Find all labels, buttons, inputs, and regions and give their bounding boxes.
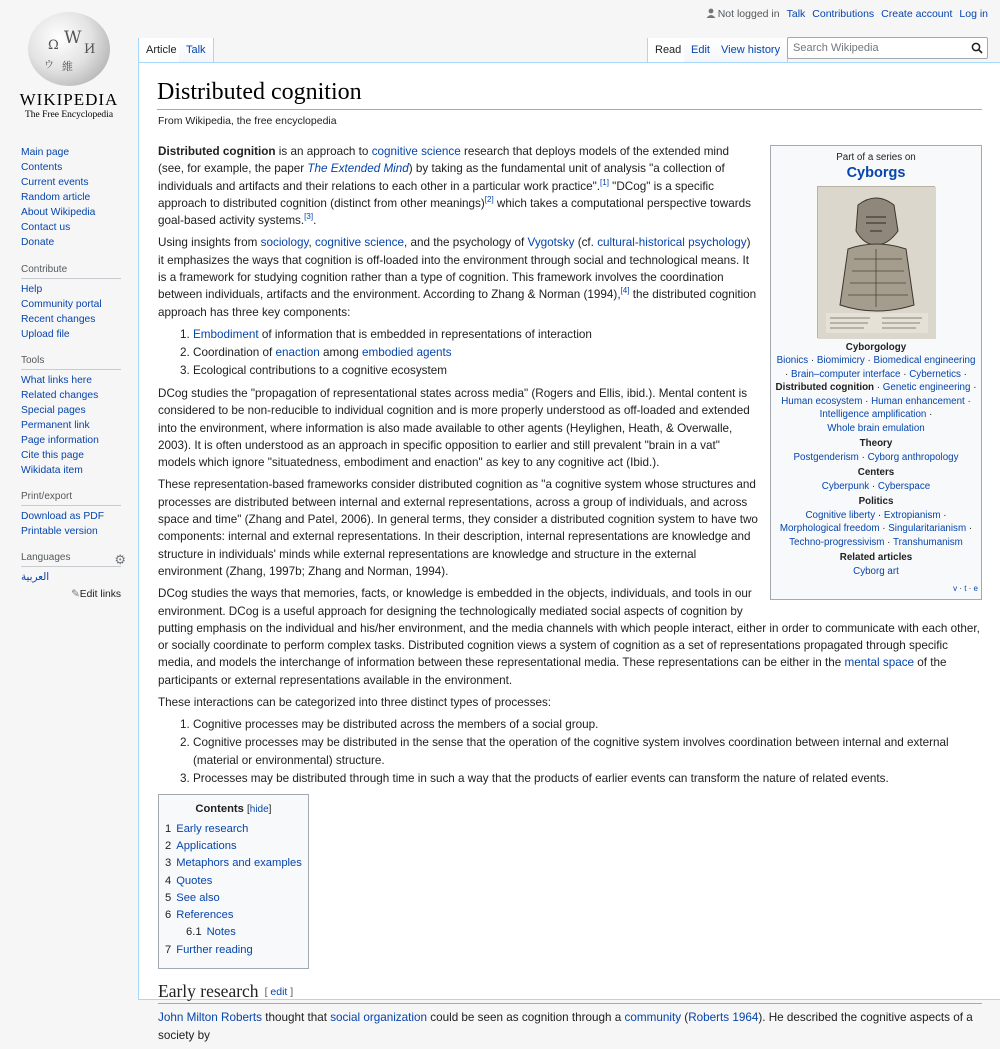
search-box xyxy=(787,37,988,59)
tab-history[interactable] xyxy=(714,38,788,63)
toc-link[interactable]: See also xyxy=(176,891,220,904)
text: thought that xyxy=(261,1011,331,1025)
link-mental-space[interactable]: mental space xyxy=(844,656,915,670)
toc-number: 2 xyxy=(165,839,172,852)
sidebar xyxy=(0,140,138,600)
toc-item[interactable] xyxy=(165,873,302,890)
search-icon[interactable] xyxy=(971,42,983,54)
infobox-link[interactable]: Intelligence amplification xyxy=(819,409,927,420)
list-item: 3. Processes may be distributed through time in such a way that the products of earlier events can transform the nature of related events. xyxy=(193,770,982,788)
infobox-link[interactable]: Singularitarianism xyxy=(888,523,967,534)
paragraph-dcog-ways xyxy=(158,585,982,689)
sidebar-tools xyxy=(21,355,121,478)
citation-2[interactable]: [2] xyxy=(484,194,494,204)
text: ) by taking as the fundamental unit of analysis "a collection of individuals and artifacts and their relations to each other in a particular work practice". xyxy=(158,162,725,193)
personal-tools xyxy=(706,8,988,20)
toc-number: 4 xyxy=(165,874,172,887)
infobox-link[interactable]: Biomimicry xyxy=(816,355,865,366)
infobox-list-politics: Cognitive liberty · Extropianism · Morphological freedom · Singularitarianism · Techno-progressivism · Transhumanism xyxy=(779,509,973,548)
tab-read-label: Read xyxy=(655,44,682,56)
main-content xyxy=(138,62,1000,1042)
tab-talk-label: Talk xyxy=(186,44,206,56)
text: , xyxy=(308,236,315,250)
infobox-link[interactable]: Cognitive liberty xyxy=(805,509,876,521)
text: DCog studies the ways that memories, facts, or knowledge is embedded in the objects, individuals, and tools in our environment. DCog is a useful approach for designing the technologically mediated social aspects of cognition by putting emphasis on the individual and his/her environment, and the media channels with which people interact, either in order to communicate with each other, or socially coordinate to perform complex tasks. Distributed cognition views a system of cognition as a set of representations propagated through specific media, and models the interchange of information between these representational media. These representations can be either in the xyxy=(158,587,980,670)
logo-tagline: The Free Encyclopedia xyxy=(24,110,114,120)
section-title: Early research xyxy=(158,980,259,1001)
list-item: 1. Cognitive processes may be distributed across the members of a social group. xyxy=(193,716,982,734)
sidebar-item-random-article[interactable]: Random article xyxy=(21,192,91,203)
tab-history-label: View history xyxy=(721,44,781,56)
infobox-list-theory: Postgenderism · Cyborg anthropology xyxy=(793,451,959,463)
link-enaction[interactable]: enaction xyxy=(275,345,320,359)
infobox-current-article: Distributed cognition xyxy=(775,382,875,393)
pencil-icon: ✎ xyxy=(71,589,80,600)
sidebar-heading-contribute: Contribute xyxy=(21,264,121,279)
create-account-link[interactable]: Create account xyxy=(881,8,953,20)
infobox-link[interactable]: Human ecosystem xyxy=(781,395,863,407)
text: the distributed cognition approach has three key components: xyxy=(158,288,757,319)
sidebar-item-recent-changes[interactable]: Recent changes xyxy=(21,314,96,325)
toc-link[interactable]: Applications xyxy=(176,839,237,852)
paragraph-interactions: These interactions can be categorized into three distinct types of processes: xyxy=(158,696,552,710)
link-john-milton-roberts[interactable]: John Milton Roberts xyxy=(158,1011,262,1025)
sidebar-item-current-events[interactable]: Current events xyxy=(21,177,89,188)
sidebar-item-about[interactable]: About Wikipedia xyxy=(21,207,96,218)
link-sociology[interactable]: sociology xyxy=(260,236,309,250)
toc-link[interactable]: References xyxy=(176,909,234,922)
toc-item[interactable] xyxy=(165,890,302,907)
tab-article-label: Article xyxy=(146,44,177,56)
sidebar-item-language-arabic[interactable]: العربية xyxy=(21,572,50,583)
infobox-link[interactable]: Techno-progressivism xyxy=(789,536,885,548)
infobox-link[interactable]: Brain–computer interface xyxy=(791,368,901,380)
link-cognitive-science[interactable]: cognitive science xyxy=(315,236,405,250)
gear-icon[interactable]: ⚙ xyxy=(114,552,126,567)
table-of-contents xyxy=(158,794,309,969)
lead-term: Distributed cognition xyxy=(158,145,276,158)
user-icon xyxy=(706,8,716,18)
paragraph-dcog-studies: DCog studies the "propagation of representational states across media" (Rogers and Ellis, ibid.). Mental content is considered to be non-reducible to individual cognition and is more properly understood as off-loaded and extended into the environment, where information is also made available to other agents (Heylighen, Heath, & Overwalle, 2003). It is often understood as an approach in specific opposition to earlier and still prevalent "brain in a vat" models which ignore "situatedness, embodiment and enaction" as key to any cognitive act (Ibid.). xyxy=(158,386,750,470)
sidebar-languages xyxy=(21,552,126,600)
not-logged-in-label: Not logged in xyxy=(717,8,780,20)
navbox-vte: v · t · e xyxy=(953,584,978,593)
infobox-link[interactable]: Biomedical engineering xyxy=(873,355,976,366)
text: research that deploys models of the extended mind (see, for example, the paper xyxy=(158,145,730,176)
logo-wordmark: WIKIPEDIA xyxy=(19,90,119,109)
logo-glyph: И xyxy=(84,42,96,57)
text: Ecological contributions to a cognitive ecosystem xyxy=(193,363,448,377)
text: Coordination of xyxy=(193,345,276,359)
link-embodied-agents[interactable]: embodied agents xyxy=(361,345,452,359)
tab-edit[interactable] xyxy=(684,38,718,63)
paragraph-early-research xyxy=(158,1009,982,1044)
infobox-link[interactable]: Whole brain emulation xyxy=(827,422,925,434)
link-vygotsky[interactable]: Vygotsky xyxy=(527,236,575,250)
paragraph-representation: These representation-based frameworks consider distributed cognition as "a cognitive system whose structures and processes are distributed between internal and external representations, across a group of individuals, and across space and time" (Zhang and Patel, 2006). In general terms, they consider a distributed cognition system to have two components: internal and external representations. In their description, internal representations are knowledge and structure in individuals' minds while external representations are knowledge and structure in the external environment (Zhang, 1997b; Zhang and Norman, 1994). xyxy=(158,478,758,578)
sidebar-contribute xyxy=(21,264,121,342)
citation-roberts-1964[interactable]: Roberts 1964 xyxy=(688,1011,759,1025)
infobox-image[interactable] xyxy=(817,186,935,338)
toc-link[interactable]: Further reading xyxy=(176,943,253,956)
article-body xyxy=(158,143,982,1049)
infobox-list-related xyxy=(774,565,978,579)
text: among xyxy=(319,345,362,359)
sidebar-item-related-changes[interactable]: Related changes xyxy=(21,390,99,401)
logo-glyph: ウ xyxy=(44,60,54,71)
tab-edit-label: Edit xyxy=(691,44,710,56)
text: "DCog" is a specific approach to distributed cognition (distinct from other meanings) xyxy=(158,179,715,210)
infobox-link[interactable]: Cyborg anthropology xyxy=(867,451,959,463)
text: ( xyxy=(681,1011,689,1025)
toc-item[interactable] xyxy=(165,942,302,959)
toc-item[interactable] xyxy=(186,924,302,941)
link-extended-mind[interactable]: The Extended Mind xyxy=(307,162,409,176)
tab-read[interactable] xyxy=(647,38,689,63)
personal-talk-link[interactable]: Talk xyxy=(786,8,806,20)
sidebar-item-help[interactable]: Help xyxy=(21,284,43,295)
text: ) it emphasizes the ways that cognition is off-loaded into the environment through social and technological means. It is a framework for studying cognition rather than a type of cognition. This framework involves the coordination between individuals, artifacts and the environment. According to Zhang & Norman (1994), xyxy=(158,236,751,302)
toc-item[interactable] xyxy=(165,907,302,924)
section-edit-link[interactable]: edit xyxy=(270,985,288,998)
sidebar-heading-print: Print/export xyxy=(21,491,121,506)
infobox-heading-cyborgology: Cyborgology xyxy=(845,341,907,353)
sidebar-item-donate[interactable]: Donate xyxy=(21,237,55,248)
infobox-list-cyborgology: Bionics · Biomimicry · Biomedical engineering · Brain–computer interface · Cybernetics · Distributed cognition · Genetic engineering · Human ecosystem · Human enhancement · Intelligence amplification · Whole brain emulation xyxy=(775,355,977,434)
infobox-list-centers: Cyberpunk · Cyberspace xyxy=(821,480,931,492)
sidebar-heading-languages: Languages xyxy=(21,552,121,567)
sidebar-item-what-links-here[interactable]: What links here xyxy=(21,375,92,386)
toc-link[interactable]: Notes xyxy=(206,926,236,939)
infobox xyxy=(770,145,982,600)
text: of the participants or external representations available in the environment. xyxy=(158,656,947,687)
vte-edit-link[interactable]: e xyxy=(973,584,978,593)
link-community[interactable]: community xyxy=(624,1011,682,1025)
infobox-link[interactable]: Cyberspace xyxy=(877,480,931,492)
toc-link[interactable]: Early research xyxy=(176,822,249,835)
vte-view-link[interactable]: v xyxy=(953,584,958,593)
toc-item[interactable] xyxy=(165,821,302,838)
logo-glyph: Ω xyxy=(48,38,59,53)
infobox-link[interactable]: Human enhancement xyxy=(871,395,965,407)
link-cognitive-science[interactable]: cognitive science xyxy=(371,145,461,158)
section-edit[interactable]: [ edit ] xyxy=(264,985,294,998)
toc-title: Contents xyxy=(195,803,244,816)
toc-title-row xyxy=(165,801,302,818)
infobox-link[interactable]: Cyborg art xyxy=(853,565,899,577)
text: . xyxy=(313,214,317,228)
citation-4[interactable]: [4] xyxy=(620,286,630,296)
sidebar-item-page-information[interactable]: Page information xyxy=(21,435,99,446)
search-input[interactable] xyxy=(793,38,968,58)
toc-link[interactable]: Quotes xyxy=(176,874,213,887)
citation-1[interactable]: [1] xyxy=(600,177,609,187)
toc-number: 6.1 xyxy=(186,926,202,939)
tab-talk[interactable] xyxy=(179,38,214,63)
sidebar-print-export xyxy=(21,491,121,539)
text: could be seen as cognition through a xyxy=(427,1011,625,1025)
process-types-list xyxy=(193,716,982,788)
toc-link[interactable]: Metaphors and examples xyxy=(176,857,302,870)
text: of information that is embedded in representations of interaction xyxy=(258,327,592,341)
puzzle-globe-icon xyxy=(28,12,110,86)
sidebar-item-download-pdf[interactable]: Download as PDF xyxy=(21,511,104,522)
infobox-link[interactable]: Postgenderism xyxy=(793,451,859,463)
logo-glyph: 維 xyxy=(62,60,73,73)
vte-talk-link[interactable]: t xyxy=(964,584,967,593)
toc-number: 6 xyxy=(165,909,172,922)
infobox-link[interactable]: Transhumanism xyxy=(892,536,963,548)
link-cultural-historical-psychology[interactable]: cultural-historical psychology xyxy=(597,236,747,250)
not-logged-in xyxy=(706,8,780,20)
cyborg-engraving-image xyxy=(818,187,936,339)
infobox-heading-related: Related articles xyxy=(839,552,913,563)
edit-links[interactable] xyxy=(21,588,121,600)
text: (cf. xyxy=(574,236,598,250)
logo-glyph: W xyxy=(64,28,82,48)
toc-number: 1 xyxy=(165,822,172,835)
infobox-series-link[interactable]: Cyborgs xyxy=(846,164,906,181)
text: which takes a computational perspective towards goal-based activity systems. xyxy=(158,196,751,228)
list-item: 2. Cognitive processes may be distributed in the sense that the operation of the cognitive system involves coordination between internal and external (material or environmental) structure. xyxy=(193,734,982,770)
sidebar-item-cite-this-page[interactable]: Cite this page xyxy=(21,450,84,461)
infobox-link[interactable]: Genetic engineering xyxy=(882,382,971,393)
text: , and the psychology of xyxy=(404,236,528,250)
sidebar-item-special-pages[interactable]: Special pages xyxy=(21,405,86,416)
sidebar-item-main-page[interactable]: Main page xyxy=(21,147,70,158)
personal-contributions-link[interactable]: Contributions xyxy=(812,8,875,20)
text: is an approach to xyxy=(275,145,372,158)
edit-links-label[interactable]: Edit links xyxy=(79,589,121,600)
sidebar-item-contact[interactable]: Contact us xyxy=(21,222,71,233)
text: ). He described the cognitive aspects of a society by xyxy=(158,1011,973,1042)
sidebar-item-printable-version[interactable]: Printable version xyxy=(21,526,98,537)
sidebar-item-community-portal[interactable]: Community portal xyxy=(21,299,102,310)
page-title: Distributed cognition xyxy=(157,79,982,110)
infobox-link[interactable]: Extropianism xyxy=(883,509,941,521)
sidebar-item-wikidata-item[interactable]: Wikidata item xyxy=(21,465,83,476)
link-embodiment[interactable]: Embodiment xyxy=(193,327,259,341)
toc-item[interactable] xyxy=(165,838,302,855)
toc-item[interactable] xyxy=(165,855,302,872)
infobox-link[interactable]: Cybernetics xyxy=(909,368,961,380)
sidebar-item-contents[interactable]: Contents xyxy=(21,162,63,173)
sidebar-item-upload-file[interactable]: Upload file xyxy=(21,329,70,340)
citation-3[interactable]: [3] xyxy=(304,212,314,222)
toc-number: 3 xyxy=(165,857,172,870)
wikipedia-logo[interactable] xyxy=(0,0,138,140)
infobox-link[interactable]: Cyberpunk xyxy=(821,480,870,492)
toc-hide-toggle[interactable]: [hide] xyxy=(246,804,272,816)
infobox-heading-centers: Centers xyxy=(857,467,895,478)
text: Using insights from xyxy=(158,236,261,250)
toc-hide-link[interactable]: hide xyxy=(249,804,269,816)
section-heading-early-research xyxy=(158,980,982,1004)
link-social-organization[interactable]: social organization xyxy=(330,1011,427,1025)
infobox-part-of: Part of a series on xyxy=(836,152,916,163)
infobox-link[interactable]: Bionics xyxy=(776,355,809,366)
tab-article[interactable] xyxy=(138,38,185,63)
site-subtitle: From Wikipedia, the free encyclopedia xyxy=(158,115,337,127)
infobox-heading-politics: Politics xyxy=(858,496,894,507)
sidebar-navigation xyxy=(21,145,121,250)
infobox-link[interactable]: Morphological freedom xyxy=(779,523,880,534)
sidebar-item-permanent-link[interactable]: Permanent link xyxy=(21,420,90,431)
sidebar-heading-tools: Tools xyxy=(21,355,121,370)
toc-number: 7 xyxy=(165,943,172,956)
infobox-heading-theory: Theory xyxy=(859,438,893,449)
log-in-link[interactable]: Log in xyxy=(959,8,988,20)
toc-number: 5 xyxy=(165,891,172,904)
